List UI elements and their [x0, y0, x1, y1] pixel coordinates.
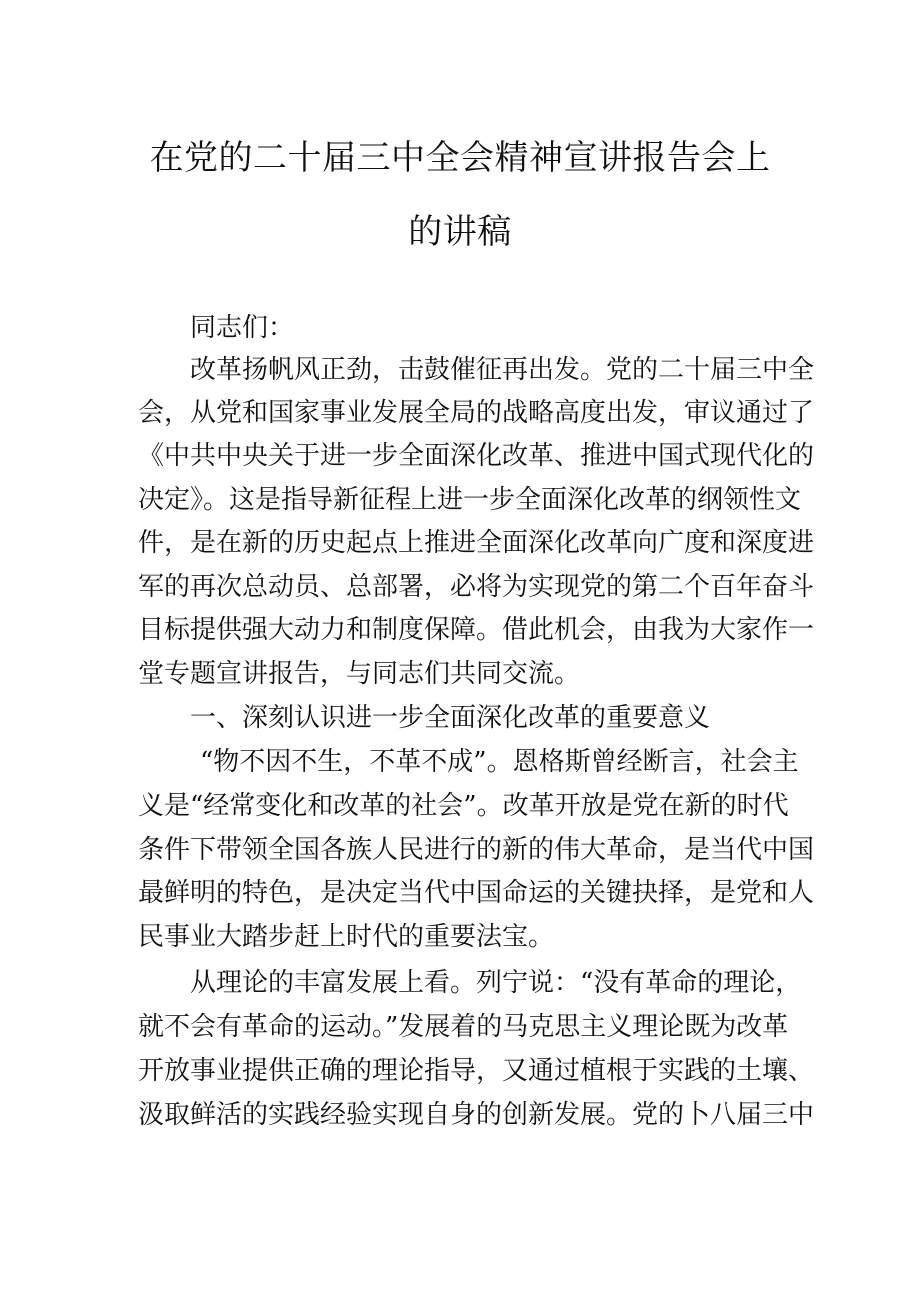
body-text-line: 义是“经常变化和改革的社会”。改革开放是党在新的时代: [138, 791, 789, 821]
body-text-line: 汲取鲜活的实践经验实现自身的创新发展。党的卜八届三中: [138, 1100, 815, 1130]
body-text-line: 《中共中央关于进一步全面深化改革、推进中国式现代化的: [138, 441, 815, 471]
body-text-line: 军的再次总动员、总部署，必将为实现党的第二个百年奋斗: [138, 572, 815, 602]
body-text-line: 就不会有革命的运动。”发展着的马克思主义理论既为改革: [138, 1012, 789, 1042]
body-text-line: 民事业大踏步赶上时代的重要法宝。: [138, 922, 555, 952]
body-text-line: 条件下带领全国各族人民进行的新的伟大革命，是当代中国: [138, 835, 815, 865]
body-text-line: 开放事业提供正确的理论指导，又通过植根于实践的土壤、: [138, 1056, 815, 1086]
body-text-line: “物不因不生，不革不成”。恩格斯曾经断言，社会主: [200, 747, 799, 777]
body-text-line: 同志们：: [190, 313, 295, 343]
body-text-line: 最鲜明的特色，是决定当代中国命运的关键抉择，是党和人: [138, 878, 815, 908]
document-title-line-1: 在党的二十届三中全会精神宣讲报告会上: [149, 138, 771, 178]
body-text-line: 一、深刻认识进一步全面深化改革的重要意义: [190, 703, 711, 733]
body-text-line: 会，从党和国家事业发展全局的战略高度出发，审议通过了: [138, 398, 815, 428]
body-text-line: 目标提供强大动力和制度保障。借此机会，由我为大家作一: [138, 615, 815, 645]
body-text-line: 堂专题宣讲报告，与同志们共同交流。: [138, 659, 581, 689]
body-text-line: 件，是在新的历史起点上推进全面深化改革向广度和深度进: [138, 528, 815, 558]
body-text-line: 决定》。这是指导新征程上进一步全面深化改革的纲领性文: [138, 485, 802, 515]
body-text-line: 从理论的丰富发展上看。列宁说：“没有革命的理论，: [190, 968, 802, 998]
body-text-line: 改革扬帆风正劲，击鼓催征再出发。党的二十届三中全: [190, 355, 815, 385]
document-title-line-2: 的讲稿: [408, 212, 512, 252]
